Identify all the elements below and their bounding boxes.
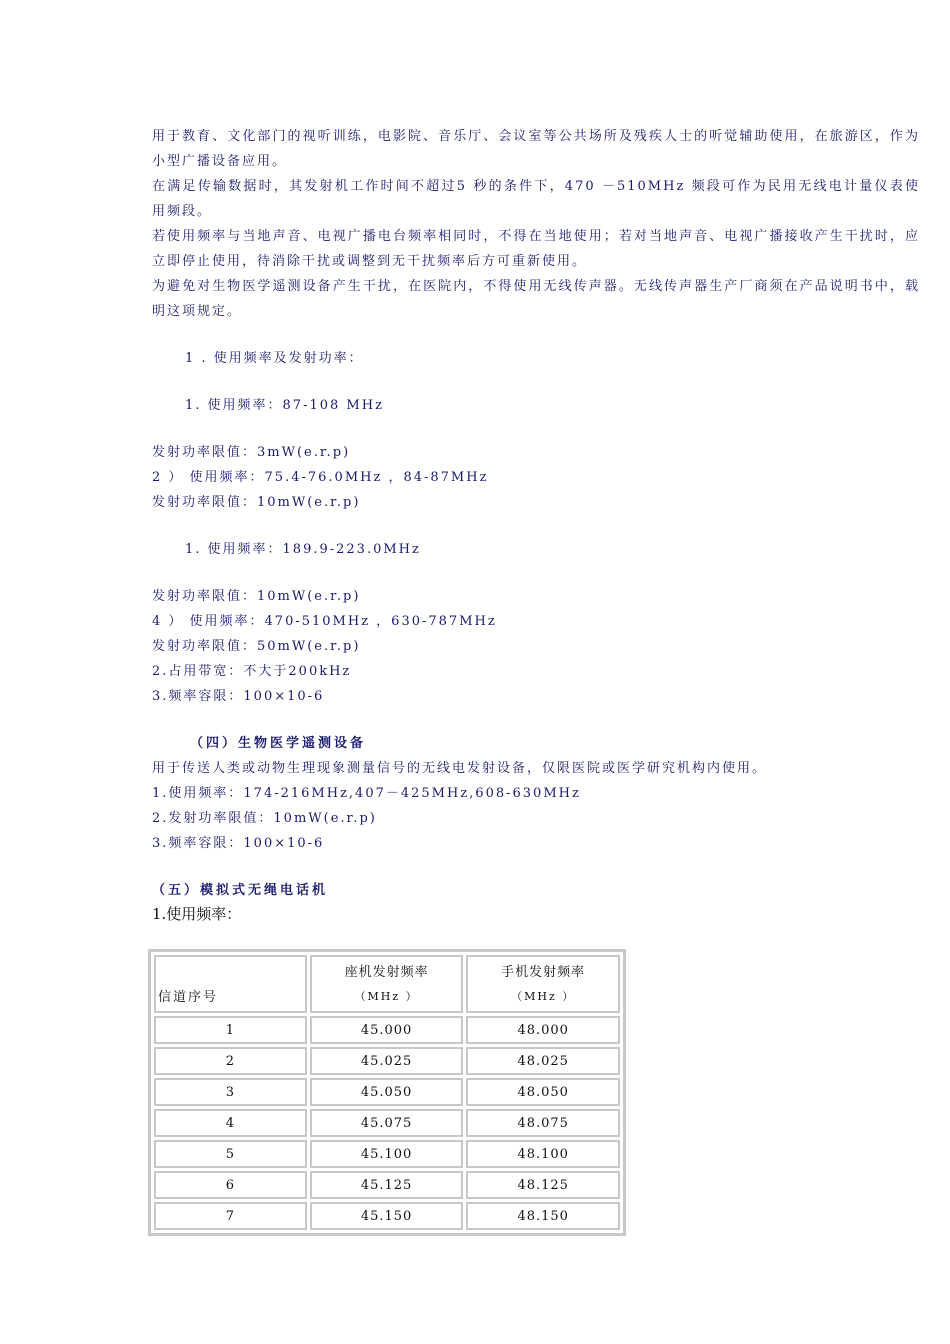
channel-cell: 4 xyxy=(154,1109,307,1137)
section-heading-frequency-power: 1 . 使用频率及发射功率： xyxy=(185,351,364,366)
biomedical-description: 用于传送人类或动物生理现象测量信号的无线电发射设备，仅限医院或医学研究机构内使用。 xyxy=(152,761,768,776)
header-channel-number: 信道序号 xyxy=(154,955,307,1013)
frequency-item-3: 1. 使用频率：189.9-223.0MHz xyxy=(185,542,421,557)
header-handset-frequency xyxy=(466,955,620,1013)
header-base-unit: （MHz ） xyxy=(354,990,419,1003)
frequency-item-2: 2 ） 使用频率：75.4-76.0MHz ，84-87MHz xyxy=(152,470,489,485)
handset-frequency-cell: 48.000 xyxy=(466,1016,620,1044)
power-limit-2: 发射功率限值：10mW(e.r.p) xyxy=(152,495,361,510)
base-frequency-cell: 45.000 xyxy=(310,1016,464,1044)
base-frequency-cell: 45.125 xyxy=(310,1171,464,1199)
table-row xyxy=(154,1016,620,1044)
paragraph-metering: 在满足传输数据时，其发射机工作时间不超过5 秒的条件下，470 －510MHz 频段可作为民用无线电计量仪表使用频段。 xyxy=(152,179,920,219)
biomedical-power: 2.发射功率限值：10mW(e.r.p) xyxy=(152,811,377,826)
table-row xyxy=(154,1140,620,1168)
handset-frequency-cell: 48.100 xyxy=(466,1140,620,1168)
header-base-label: 座机发射频率 xyxy=(344,965,429,980)
biomedical-frequency: 1.使用频率：174-216MHz,407－425MHz,608-630MHz xyxy=(152,786,581,801)
handset-frequency-cell: 48.125 xyxy=(466,1171,620,1199)
header-handset-label: 手机发射频率 xyxy=(501,965,586,980)
header-handset-unit: （MHz ） xyxy=(511,990,576,1003)
table-row xyxy=(154,1171,620,1199)
section-heading-biomedical: （四）生物医学遥测设备 xyxy=(190,736,367,751)
channel-cell: 3 xyxy=(154,1078,307,1106)
power-limit-1: 发射功率限值：3mW(e.r.p) xyxy=(152,445,351,460)
paragraph-interference: 若使用频率与当地声音、电视广播电台频率相同时，不得在当地使用；若对当地声音、电视广播接收产生干扰时，应立即停止使用，待消除干扰或调整到无干扰频率后方可重新使用。 xyxy=(152,229,920,269)
power-limit-4: 发射功率限值：50mW(e.r.p) xyxy=(152,639,361,654)
channel-cell: 7 xyxy=(154,1202,307,1230)
table-header-row xyxy=(154,955,620,1013)
frequency-tolerance: 3.频率容限：100×10-6 xyxy=(152,689,325,704)
cordless-frequency-label: 1.使用频率： xyxy=(152,905,242,923)
occupied-bandwidth: 2.占用带宽：不大于200kHz xyxy=(152,664,352,679)
power-limit-3: 发射功率限值：10mW(e.r.p) xyxy=(152,589,361,604)
channel-cell: 5 xyxy=(154,1140,307,1168)
base-frequency-cell: 45.075 xyxy=(310,1109,464,1137)
base-frequency-cell: 45.025 xyxy=(310,1047,464,1075)
paragraph-usage: 用于教育、文化部门的视听训练，电影院、音乐厅、会议室等公共场所及残疾人士的听觉辅助使用，在旅游区，作为小型广播设备应用。 xyxy=(152,129,920,169)
base-frequency-cell: 45.050 xyxy=(310,1078,464,1106)
frequency-item-4: 4 ） 使用频率：470-510MHz ，630-787MHz xyxy=(152,614,497,629)
handset-frequency-cell: 48.025 xyxy=(466,1047,620,1075)
header-base-frequency xyxy=(310,955,464,1013)
base-frequency-cell: 45.150 xyxy=(310,1202,464,1230)
frequency-table xyxy=(148,949,626,1236)
channel-cell: 6 xyxy=(154,1171,307,1199)
channel-cell: 2 xyxy=(154,1047,307,1075)
table-row xyxy=(154,1078,620,1106)
channel-cell: 1 xyxy=(154,1016,307,1044)
table-row xyxy=(154,1202,620,1230)
frequency-item-1: 1. 使用频率：87-108 MHz xyxy=(185,398,384,413)
table-row xyxy=(154,1047,620,1075)
handset-frequency-cell: 48.050 xyxy=(466,1078,620,1106)
paragraph-hospital: 为避免对生物医学遥测设备产生干扰，在医院内，不得使用无线传声器。无线传声器生产厂商须在产品说明书中，载明这项规定。 xyxy=(152,279,920,319)
base-frequency-cell: 45.100 xyxy=(310,1140,464,1168)
table-row xyxy=(154,1109,620,1137)
handset-frequency-cell: 48.075 xyxy=(466,1109,620,1137)
biomedical-tolerance: 3.频率容限：100×10-6 xyxy=(152,836,325,851)
section-heading-cordless-phone: （五）模拟式无绳电话机 xyxy=(152,883,329,898)
handset-frequency-cell: 48.150 xyxy=(466,1202,620,1230)
